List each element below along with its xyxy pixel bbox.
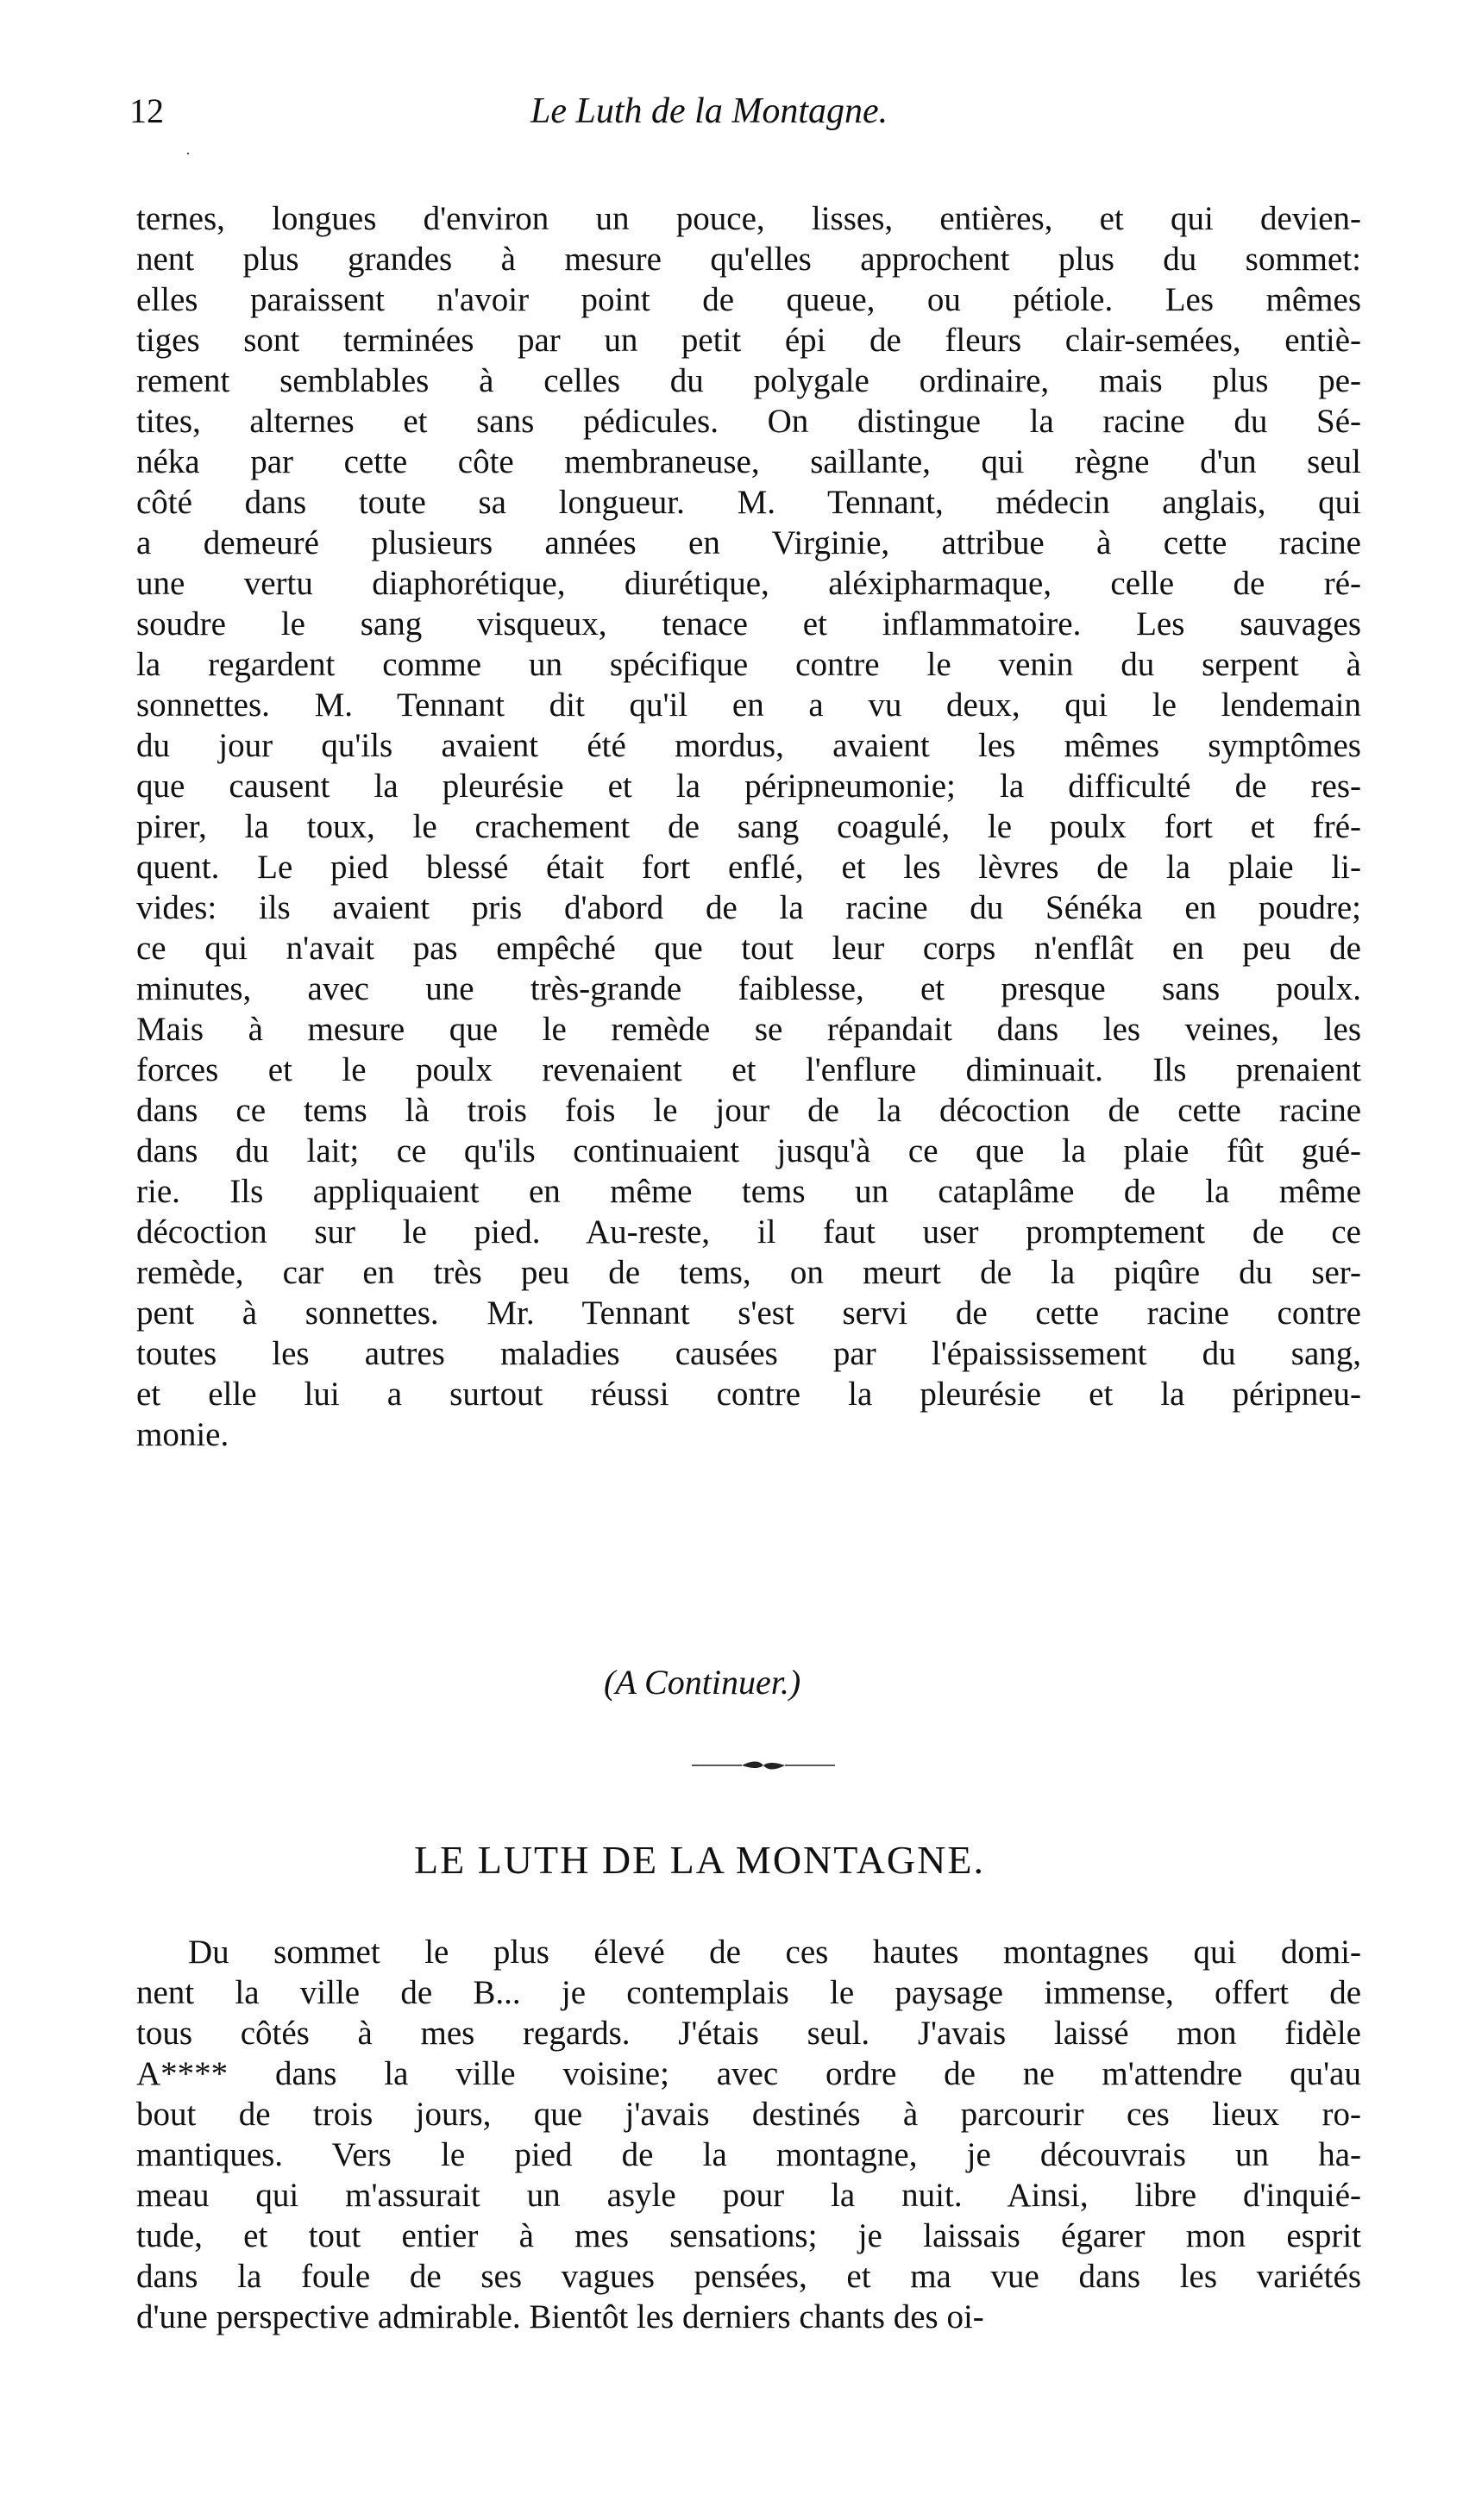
text-line: remède, car en très peu de tems, on meurt de la piqûre du ser- (136, 1254, 1361, 1291)
text-line: et elle lui a surtout réussi contre la pleurésie et la péripneu- (136, 1376, 1361, 1413)
section-divider-ornament (690, 1759, 837, 1771)
text-line: forces et le poulx revenaient et l'enflure diminuait. Ils prenaient (136, 1051, 1361, 1088)
text-line: Du sommet le plus élevé de ces hautes montagnes qui domi- (188, 1934, 1361, 1971)
text-line: nent plus grandes à mesure qu'elles approchent plus du sommet: (136, 241, 1361, 278)
article-body-senega (136, 198, 1361, 1455)
text-line: Mais à mesure que le remède se répandait dans les veines, les (136, 1011, 1361, 1048)
page-number: 12 (129, 91, 164, 130)
text-line: dans du lait; ce qu'ils continuaient jusqu'à ce que la plaie fût gué- (136, 1132, 1361, 1169)
text-line: elles paraissent n'avoir point de queue, ou pétiole. Les mêmes (136, 281, 1361, 318)
text-line: mantiques. Vers le pied de la montagne, je découvrais un ha- (136, 2136, 1361, 2173)
text-line: d'une perspective admirable. Bientôt les derniers chants des oi- (136, 2298, 984, 2335)
text-line: nent la ville de B... je contemplais le paysage immense, offert de (136, 1974, 1361, 2011)
text-line: minutes, avec une très-grande faiblesse, et presque sans poulx. (136, 970, 1361, 1007)
text-line: du jour qu'ils avaient été mordus, avaient les mêmes symptômes (136, 727, 1361, 764)
text-line: vides: ils avaient pris d'abord de la racine du Sénéka en poudre; (136, 889, 1361, 926)
text-line: rie. Ils appliquaient en même tems un cataplâme de la même (136, 1173, 1361, 1210)
text-line: que causent la pleurésie et la péripneumonie; la difficulté de res- (136, 768, 1361, 805)
text-line: A**** dans la ville voisine; avec ordre de ne m'attendre qu'au (136, 2055, 1361, 2092)
text-line: dans la foule de ses vagues pensées, et ma vue dans les variétés (136, 2258, 1361, 2295)
text-line: pirer, la toux, le crachement de sang coagulé, le poulx fort et fré- (136, 808, 1361, 845)
text-line: meau qui m'assurait un asyle pour la nuit. Ainsi, libre d'inquié- (136, 2177, 1361, 2214)
running-head (121, 82, 1363, 142)
text-line: sonnettes. M. Tennant dit qu'il en a vu deux, qui le lendemain (136, 686, 1361, 724)
text-line: tous côtés à mes regards. J'étais seul. J'avais laissé mon fidèle (136, 2015, 1361, 2052)
section-title: LE LUTH DE LA MONTAGNE. (414, 1838, 985, 1882)
text-line: ce qui n'avait pas empêché que tout leur corps n'enflât en peu de (136, 930, 1361, 967)
text-line: quent. Le pied blessé était fort enflé, et les lèvres de la plaie li- (136, 849, 1361, 886)
text-line: pent à sonnettes. Mr. Tennant s'est servi de cette racine contre (136, 1294, 1361, 1332)
text-line: décoction sur le pied. Au-reste, il faut user promptement de ce (136, 1213, 1361, 1251)
text-line: soudre le sang visqueux, tenace et inflammatoire. Les sauvages (136, 605, 1361, 643)
article-body-luth (136, 1932, 1361, 2337)
print-speck (187, 153, 189, 154)
book-page (121, 82, 1363, 2335)
text-line: côté dans toute sa longueur. M. Tennant, médecin anglais, qui (136, 484, 1361, 521)
text-line: tiges sont terminées par un petit épi de fleurs clair-semées, entiè- (136, 322, 1361, 359)
text-line: néka par cette côte membraneuse, saillante, qui règne d'un seul (136, 443, 1361, 480)
continuation-note: (A Continuer.) (604, 1663, 801, 1702)
text-line: dans ce tems là trois fois le jour de la décoction de cette racine (136, 1092, 1361, 1129)
text-line: toutes les autres maladies causées par l'épaississement du sang, (136, 1335, 1361, 1372)
text-line: bout de trois jours, que j'avais destinés à parcourir ces lieux ro- (136, 2096, 1361, 2133)
text-line: une vertu diaphorétique, diurétique, aléxipharmaque, celle de ré- (136, 565, 1361, 602)
text-line: ternes, longues d'environ un pouce, lisses, entières, et qui devien- (136, 200, 1361, 237)
text-line: tude, et tout entier à mes sensations; je laissais égarer mon esprit (136, 2217, 1361, 2254)
text-line: monie. (136, 1416, 229, 1453)
text-line: tites, alternes et sans pédicules. On distingue la racine du Sé- (136, 403, 1361, 440)
text-line: rement semblables à celles du polygale ordinaire, mais plus pe- (136, 362, 1361, 399)
text-line: a demeuré plusieurs années en Virginie, attribue à cette racine (136, 524, 1361, 561)
running-title: Le Luth de la Montagne. (530, 91, 888, 131)
text-line: la regardent comme un spécifique contre le venin du serpent à (136, 646, 1361, 683)
